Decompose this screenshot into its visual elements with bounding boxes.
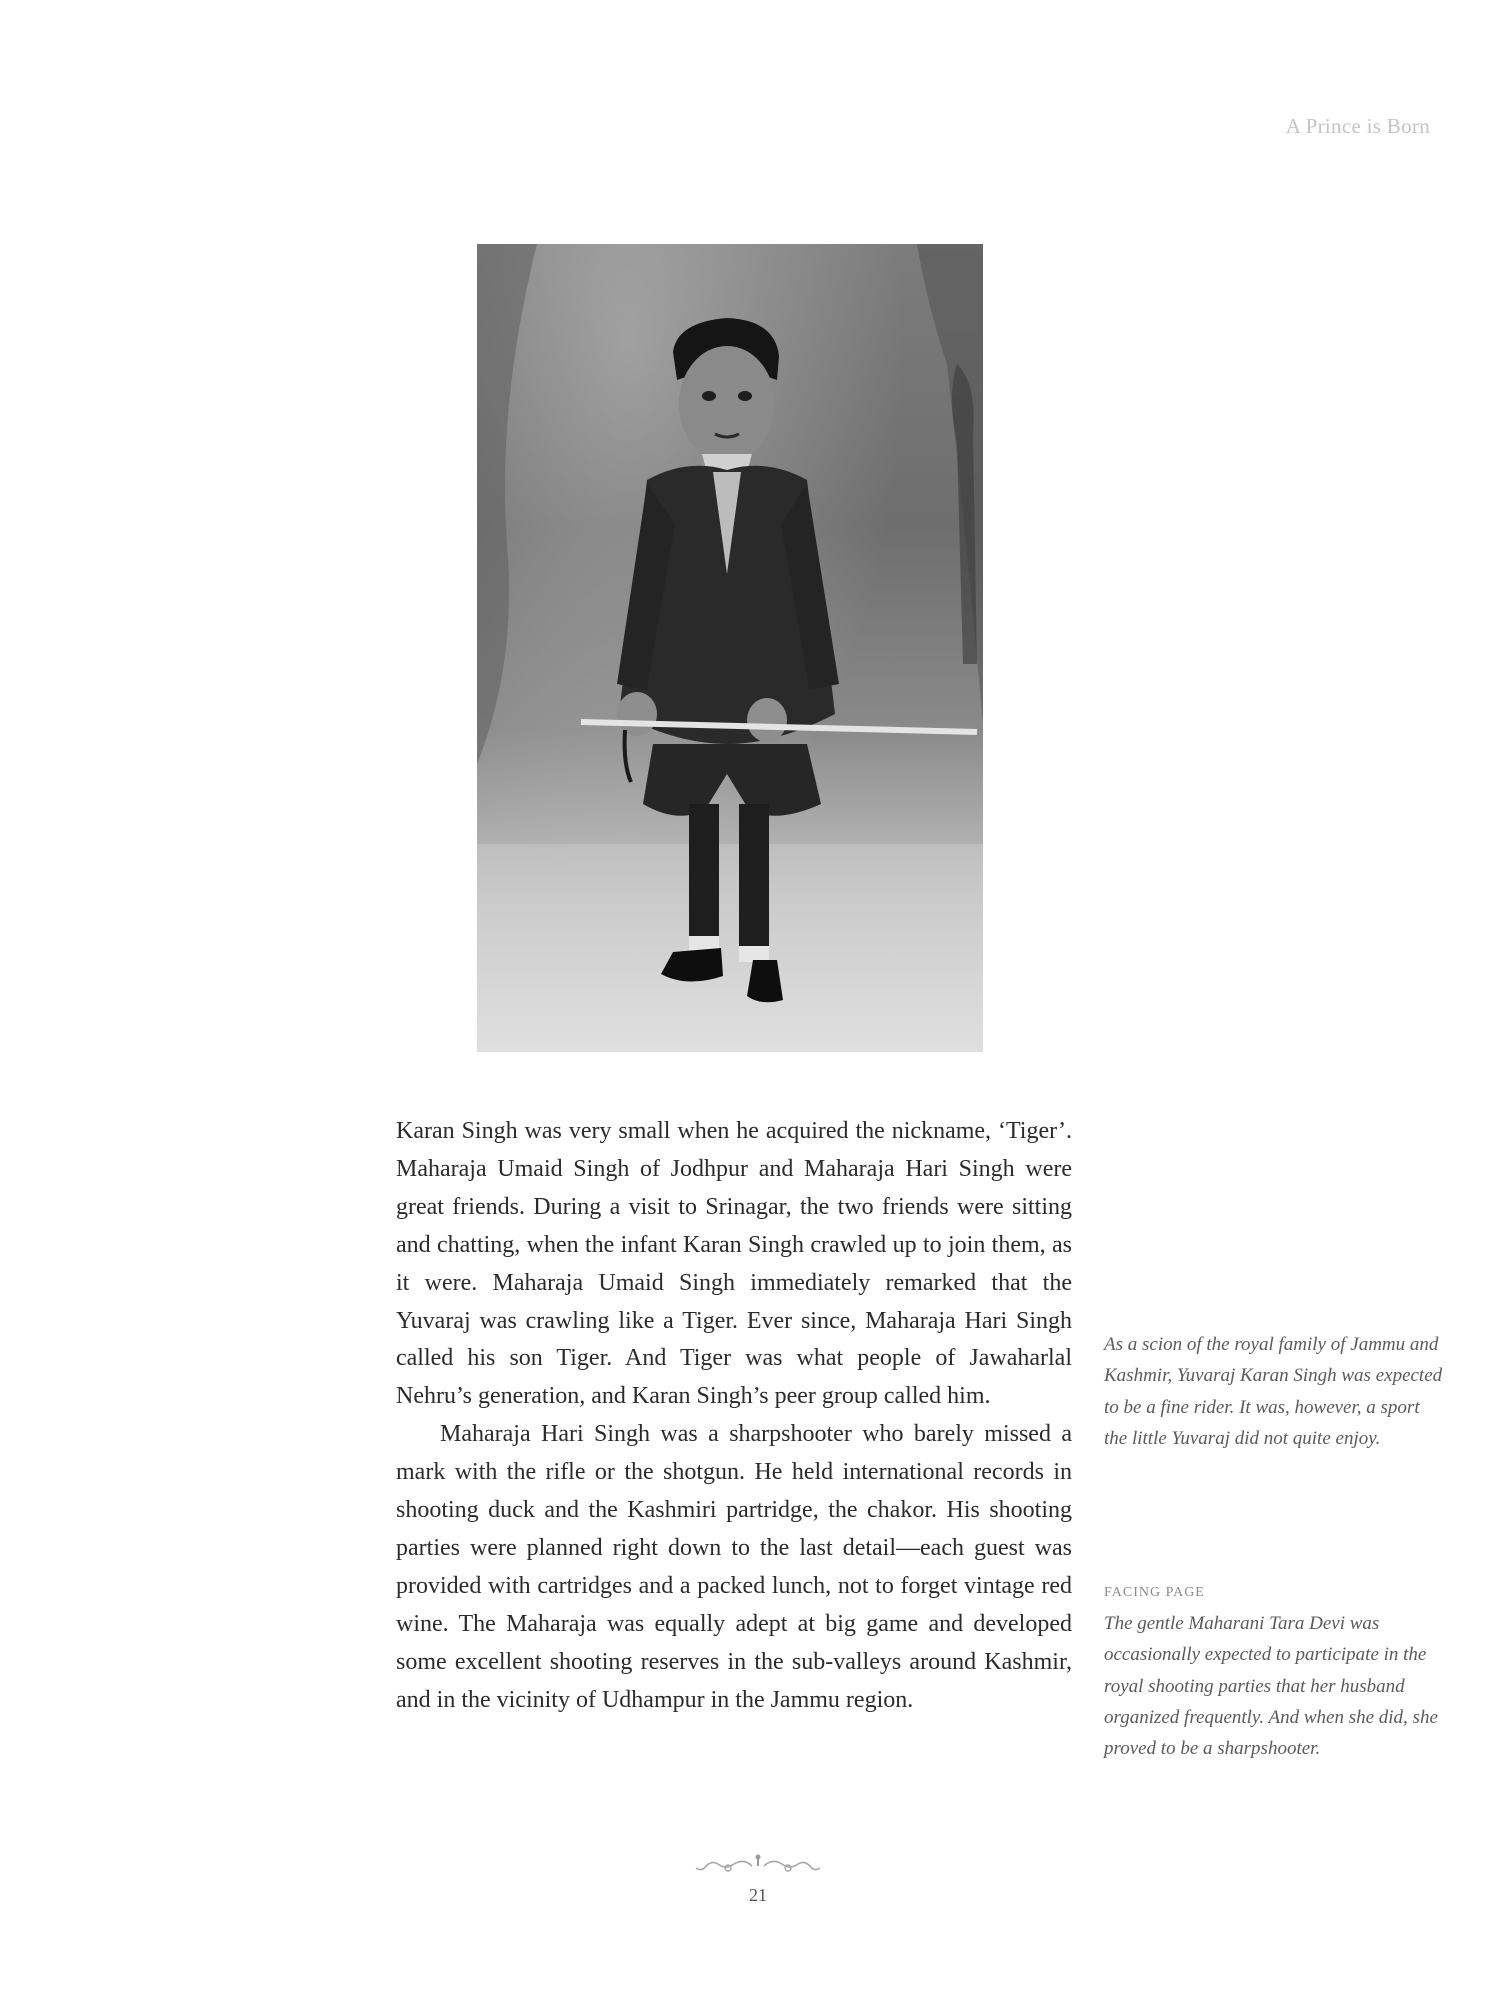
facing-page-label: FACING PAGE [1104,1585,1205,1600]
scroll-flourish-icon [688,1852,828,1882]
portrait-photo [477,244,983,1052]
photo-child-portrait-icon [477,244,983,1052]
body-text [396,1113,1072,1720]
caption-facing-page: The gentle Maharani Tara Devi was occasionally expected to participate in the royal shooting parties that her husband organized frequently. And when she did, she proved to be a sharpshooter. [1104,1613,1438,1760]
page-number: 21 [749,1885,767,1905]
body-paragraph-2: Maharaja Hari Singh was a sharpshooter who barely missed a mark with the rifle or the shotgun. He held international records in shooting duck and the Kashmiri partridge, the chakor. His shooting parties were planned right down to the last detail—each guest was provided with cartridges and a packed lunch, not to forget vintage red wine. The Maharaja was equally adept at big game and developed some excellent shooting reserves in the sub-valleys around Kashmir, and in the vicinity of Udhampur in the Jammu region. [396,1421,1072,1713]
running-head: A Prince is Born [1285,114,1430,138]
caption-riding: As a scion of the royal family of Jammu and Kashmir, Yuvaraj Karan Singh was expected to be a fine rider. It was, however, a sport the little Yuvaraj did not quite enjoy. [1104,1334,1443,1449]
body-paragraph-1: Karan Singh was very small when he acquired the nickname, ‘Tiger’. Maharaja Umaid Singh of Jodhpur and Maharaja Hari Singh were great friends. During a visit to Srinagar, the two friends were sitting and chatting, when the infant Karan Singh crawled up to join them, as it were. Maharaja Umaid Singh immediately remarked that the Yuvaraj was crawling like a Tiger. Ever since, Maharaja Hari Singh called his son Tiger. And Tiger was what people of Jawaharlal Nehru’s generation, and Karan Singh’s peer group called him. [396,1118,1072,1410]
